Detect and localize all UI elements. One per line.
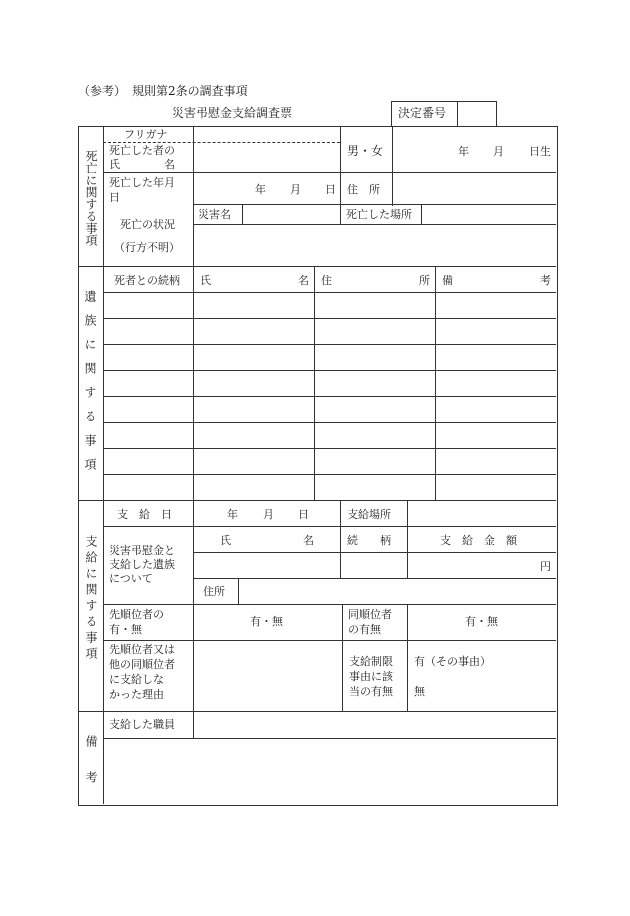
family-row[interactable] — [104, 293, 555, 318]
reason-label-4: かった理由 — [109, 688, 164, 701]
recipient-name-2: 名 — [303, 534, 314, 547]
recipient-label-1: 災害弔慰金と — [109, 544, 175, 557]
furigana-input[interactable] — [194, 127, 339, 142]
pay-place-label: 支給場所 — [347, 508, 391, 521]
restriction-label-3: 当の有無 — [349, 685, 393, 698]
restriction-label-1: 支給制限 — [349, 655, 393, 668]
address-input[interactable] — [393, 173, 555, 204]
death-date-month: 月 — [290, 183, 301, 196]
death-date-day: 日 — [325, 183, 336, 196]
recipient-label-2: 支給した遺族 — [109, 558, 175, 571]
yen-label: 円 — [540, 560, 551, 573]
col-remarks-1: 備 — [442, 274, 453, 287]
death-status-label-2: （行方不明） — [114, 241, 180, 254]
recipient-amount-input[interactable] — [408, 553, 536, 578]
family-row[interactable] — [104, 345, 555, 370]
restriction-no[interactable]: 無 — [414, 685, 425, 698]
col-address-2: 所 — [419, 274, 430, 287]
disaster-name-input[interactable] — [243, 205, 339, 224]
recipient-name-input[interactable] — [194, 553, 339, 578]
prior-select[interactable]: 有・無 — [250, 615, 283, 628]
address-label: 住 所 — [347, 183, 380, 196]
reason-label-3: に支給しな — [109, 673, 164, 686]
col-address-1: 住 — [321, 274, 332, 287]
death-date-year: 年 — [255, 183, 266, 196]
recipient-address-label: 住所 — [203, 585, 225, 598]
death-date-label-1: 死亡した年月 — [109, 176, 175, 189]
section-death-label: 死亡に関する事項 — [84, 150, 98, 246]
death-date-label-2: 日 — [109, 191, 120, 204]
reason-label-1: 先順位者又は — [109, 643, 175, 656]
same-label-1: 同順位者 — [348, 608, 392, 621]
recipient-name-1: 氏 — [220, 534, 231, 547]
same-label-2: の有無 — [348, 623, 381, 636]
family-row[interactable] — [104, 397, 555, 422]
restriction-yes[interactable]: 有（その事由） — [414, 655, 491, 668]
prior-label-1: 先順位者の — [109, 608, 164, 621]
remarks-input[interactable] — [104, 739, 555, 804]
family-row[interactable] — [104, 371, 555, 396]
note-line: （参考） 規則第2条の調査事項 — [78, 84, 248, 98]
furigana-label: フリガナ — [124, 128, 168, 141]
disaster-name-label: 災害名 — [198, 208, 231, 221]
death-place-input[interactable] — [422, 205, 555, 224]
col-remarks-2: 考 — [540, 274, 551, 287]
reason-input[interactable] — [194, 641, 341, 711]
birth-day-label: 日生 — [529, 145, 551, 158]
staff-input[interactable] — [194, 712, 555, 738]
family-row[interactable] — [104, 449, 555, 474]
death-place-label: 死亡した場所 — [346, 208, 412, 221]
recipient-relation-input[interactable] — [341, 553, 406, 578]
pay-date-month: 月 — [263, 508, 274, 521]
gender-select[interactable]: 男・女 — [347, 144, 384, 158]
pay-date-day: 日 — [298, 508, 309, 521]
birth-month-label: 月 — [493, 145, 504, 158]
pay-place-input[interactable] — [408, 501, 555, 526]
section-remarks-label: 備 考 — [84, 735, 98, 783]
birth-year-label: 年 — [458, 145, 469, 158]
decision-number-label: 決定番号 — [398, 106, 447, 120]
pay-date-year: 年 — [227, 508, 238, 521]
col-relation: 死者との続柄 — [114, 274, 180, 287]
family-row[interactable] — [104, 475, 555, 500]
decision-number-field[interactable] — [458, 102, 495, 125]
death-status-label-1: 死亡の状況 — [120, 218, 175, 231]
death-status-input[interactable] — [194, 225, 555, 266]
family-row[interactable] — [104, 319, 555, 344]
recipient-label-3: について — [109, 572, 153, 585]
staff-label: 支給した職員 — [109, 718, 175, 731]
reason-label-2: 他の同順位者 — [109, 658, 175, 671]
restriction-label-2: 事由に該 — [349, 670, 393, 683]
recipient-relation-label: 続 柄 — [347, 534, 391, 547]
section-payment-label: 支給に関する事項 — [84, 535, 98, 663]
recipient-amount-label: 支 給 金 額 — [440, 534, 517, 547]
deceased-name-label-2: 氏 名 — [109, 158, 175, 171]
section-family-label: 遺族に関する事項 — [83, 290, 97, 482]
recipient-address-input[interactable] — [239, 579, 555, 604]
col-name-2: 名 — [298, 274, 309, 287]
form-title: 災害弔慰金支給調査票 — [172, 106, 293, 120]
col-name-1: 氏 — [200, 274, 211, 287]
same-select[interactable]: 有・無 — [465, 615, 498, 628]
deceased-name-input[interactable] — [194, 143, 339, 172]
prior-label-2: 有・無 — [109, 623, 142, 636]
deceased-name-label-1: 死亡した者の — [109, 144, 175, 157]
family-row[interactable] — [104, 423, 555, 448]
pay-date-label: 支 給 日 — [117, 508, 172, 521]
